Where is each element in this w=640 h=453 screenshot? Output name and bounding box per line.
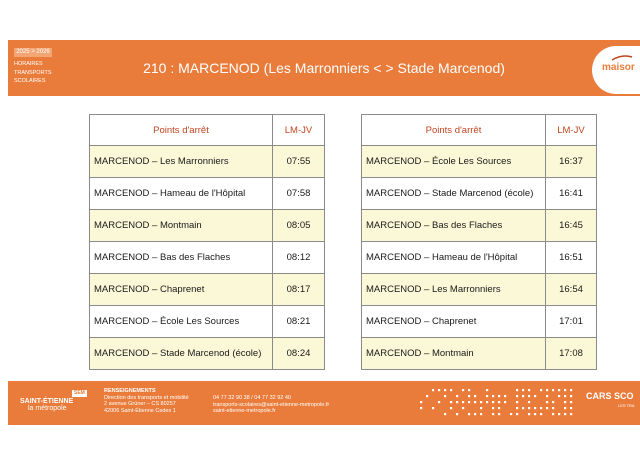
decor-dot	[486, 389, 488, 391]
decor-dot	[462, 407, 464, 409]
decor-dot	[528, 407, 530, 409]
decor-dot	[426, 395, 428, 397]
decor-dot	[558, 395, 560, 397]
stop-name: MARCENOD – Hameau de l'Hôpital	[362, 242, 546, 274]
decor-dot	[474, 395, 476, 397]
decor-dot	[540, 413, 542, 415]
decor-dot	[516, 413, 518, 415]
column-header-stops: Points d'arrêt	[90, 115, 273, 146]
stop-time: 16:51	[546, 242, 597, 274]
stop-time: 07:55	[273, 146, 325, 178]
decor-dot	[480, 413, 482, 415]
page-title: 210 : MARCENOD (Les Marronniers < > Stade Marcenod)	[143, 60, 505, 76]
decor-dot	[522, 395, 524, 397]
decor-dot	[450, 389, 452, 391]
stop-name: MARCENOD – Chaprenet	[362, 306, 546, 338]
table-row	[90, 210, 325, 242]
decor-dot	[510, 413, 512, 415]
decor-dot	[558, 389, 560, 391]
schedule-table-morning	[89, 114, 325, 370]
decor-dot	[498, 401, 500, 403]
decor-dot	[546, 401, 548, 403]
table-row	[362, 146, 597, 178]
decor-dot	[492, 407, 494, 409]
table-header-row	[90, 115, 325, 146]
stop-time: 16:41	[546, 178, 597, 210]
stop-time: 07:58	[273, 178, 325, 210]
decor-dot	[432, 389, 434, 391]
season-badge: 2025 > 2026	[14, 48, 52, 57]
decor-dot	[504, 395, 506, 397]
decor-dot	[444, 395, 446, 397]
decor-dot	[438, 401, 440, 403]
decor-dot	[564, 407, 566, 409]
decor-dot	[498, 413, 500, 415]
decor-dot	[456, 401, 458, 403]
decor-dot	[492, 401, 494, 403]
decor-dot	[570, 395, 572, 397]
operator-subtitle: LES TRA	[618, 403, 635, 408]
decor-dot	[570, 407, 572, 409]
decor-dot	[468, 395, 470, 397]
decor-dot	[570, 401, 572, 403]
stop-time: 16:54	[546, 274, 597, 306]
subtitle-line: SCOLAIRES	[14, 78, 46, 84]
decor-dot	[516, 407, 518, 409]
logo-badge: SEM	[74, 390, 85, 396]
decor-dot	[462, 401, 464, 403]
stop-name: MARCENOD – Chaprenet	[90, 274, 273, 306]
decor-dot	[480, 401, 482, 403]
table-row	[90, 178, 325, 210]
stop-name: MARCENOD – Montmain	[362, 338, 546, 370]
stop-name: MARCENOD – École Les Sources	[90, 306, 273, 338]
column-header-days: LM-JV	[546, 115, 597, 146]
stop-time: 08:05	[273, 210, 325, 242]
decor-dot	[570, 413, 572, 415]
decor-dot	[534, 395, 536, 397]
stop-name: MARCENOD – École Les Sources	[362, 146, 546, 178]
swoosh-icon	[610, 54, 634, 62]
decor-dot	[474, 413, 476, 415]
decor-dot	[498, 395, 500, 397]
stop-name: MARCENOD – Stade Marcenod (école)	[90, 338, 273, 370]
decor-dot	[522, 389, 524, 391]
decor-dot	[564, 389, 566, 391]
decor-dot	[534, 413, 536, 415]
stop-time: 17:01	[546, 306, 597, 338]
decor-dot	[522, 407, 524, 409]
header-banner	[8, 40, 640, 96]
decor-dot	[468, 401, 470, 403]
logo-line-2: la métropole	[28, 405, 67, 412]
decor-dot	[504, 401, 506, 403]
decor-dot	[444, 389, 446, 391]
stop-time: 08:21	[273, 306, 325, 338]
website-link[interactable]: saint-etienne-metropole.fr	[213, 408, 276, 414]
stop-time: 17:08	[546, 338, 597, 370]
decor-dot	[486, 395, 488, 397]
stop-time: 08:17	[273, 274, 325, 306]
stop-time: 08:24	[273, 338, 325, 370]
decor-dot	[552, 407, 554, 409]
stop-name: MARCENOD – Stade Marcenod (école)	[362, 178, 546, 210]
decor-dot	[420, 407, 422, 409]
decor-dot	[546, 389, 548, 391]
decor-dot	[528, 401, 530, 403]
decor-dot	[546, 395, 548, 397]
decor-dot	[546, 407, 548, 409]
stop-name: MARCENOD – Les Marronniers	[90, 146, 273, 178]
table-row	[362, 338, 597, 370]
decor-dot	[462, 389, 464, 391]
stop-name: MARCENOD – Les Marronniers	[362, 274, 546, 306]
stop-time: 16:37	[546, 146, 597, 178]
table-row	[90, 338, 325, 370]
decor-dot	[528, 395, 530, 397]
decor-dot	[468, 389, 470, 391]
brand-logo	[592, 46, 640, 94]
column-header-days: LM-JV	[273, 115, 325, 146]
decor-dot	[564, 413, 566, 415]
decor-dot	[438, 389, 440, 391]
table-row	[90, 306, 325, 338]
decor-dot	[444, 413, 446, 415]
stop-name: MARCENOD – Hameau de l'Hôpital	[90, 178, 273, 210]
decor-dot	[540, 389, 542, 391]
decor-dot	[552, 389, 554, 391]
dot-pattern-decoration	[420, 387, 580, 419]
table-row	[90, 274, 325, 306]
column-header-stops: Points d'arrêt	[362, 115, 546, 146]
schedule-table-afternoon	[361, 114, 597, 370]
decor-dot	[450, 401, 452, 403]
decor-dot	[552, 413, 554, 415]
info-line: 42006 Saint-Étienne Cedex 1	[104, 407, 176, 414]
decor-dot	[558, 413, 560, 415]
decor-dot	[432, 407, 434, 409]
decor-dot	[480, 407, 482, 409]
stop-name: MARCENOD – Bas des Flaches	[362, 210, 546, 242]
email-link[interactable]: transports-scolaires@saint-etienne-metropole.fr	[213, 401, 330, 408]
operator-logo: CARS SCO	[586, 391, 634, 401]
decor-dot	[570, 389, 572, 391]
contact-block	[213, 395, 329, 415]
decor-dot	[528, 389, 530, 391]
stop-name: MARCENOD – Bas des Flaches	[90, 242, 273, 274]
info-block	[104, 388, 189, 414]
decor-dot	[498, 407, 500, 409]
decor-dot	[552, 401, 554, 403]
phone-numbers: 04 77 32 90 38 / 04 77 32 92 40	[213, 395, 291, 401]
table-row	[90, 242, 325, 274]
stop-time: 08:12	[273, 242, 325, 274]
table-header-row	[362, 115, 597, 146]
decor-dot	[456, 395, 458, 397]
decor-dot	[492, 413, 494, 415]
table-row	[362, 178, 597, 210]
decor-dot	[564, 401, 566, 403]
table-row	[362, 210, 597, 242]
table-row	[362, 274, 597, 306]
decor-dot	[450, 407, 452, 409]
decor-dot	[516, 401, 518, 403]
decor-dot	[564, 395, 566, 397]
decor-dot	[420, 401, 422, 403]
decor-dot	[516, 395, 518, 397]
subtitle-line: TRANSPORTS	[14, 69, 52, 76]
info-line: 2 avenue Grüner – CS 80257	[104, 401, 176, 407]
brand-name: maisor	[602, 62, 635, 73]
stop-name: MARCENOD – Montmain	[90, 210, 273, 242]
logo-line-1: SAINT-ÉTIENNE	[20, 398, 74, 405]
decor-dot	[456, 413, 458, 415]
info-line: Direction des transports et mobilité	[104, 394, 189, 401]
info-line: RENSEIGNEMENTS	[104, 388, 156, 394]
stop-time: 16:45	[546, 210, 597, 242]
table-row	[362, 242, 597, 274]
footer-banner	[8, 381, 640, 425]
metropole-logo	[20, 390, 85, 412]
decor-dot	[492, 395, 494, 397]
table-row	[362, 306, 597, 338]
decor-dot	[516, 389, 518, 391]
decor-dot	[468, 413, 470, 415]
decor-dot	[540, 407, 542, 409]
table-row	[90, 146, 325, 178]
decor-dot	[474, 401, 476, 403]
decor-dot	[486, 401, 488, 403]
decor-dot	[528, 413, 530, 415]
subtitle-line: HORAIRES	[14, 61, 43, 67]
decor-dot	[534, 407, 536, 409]
